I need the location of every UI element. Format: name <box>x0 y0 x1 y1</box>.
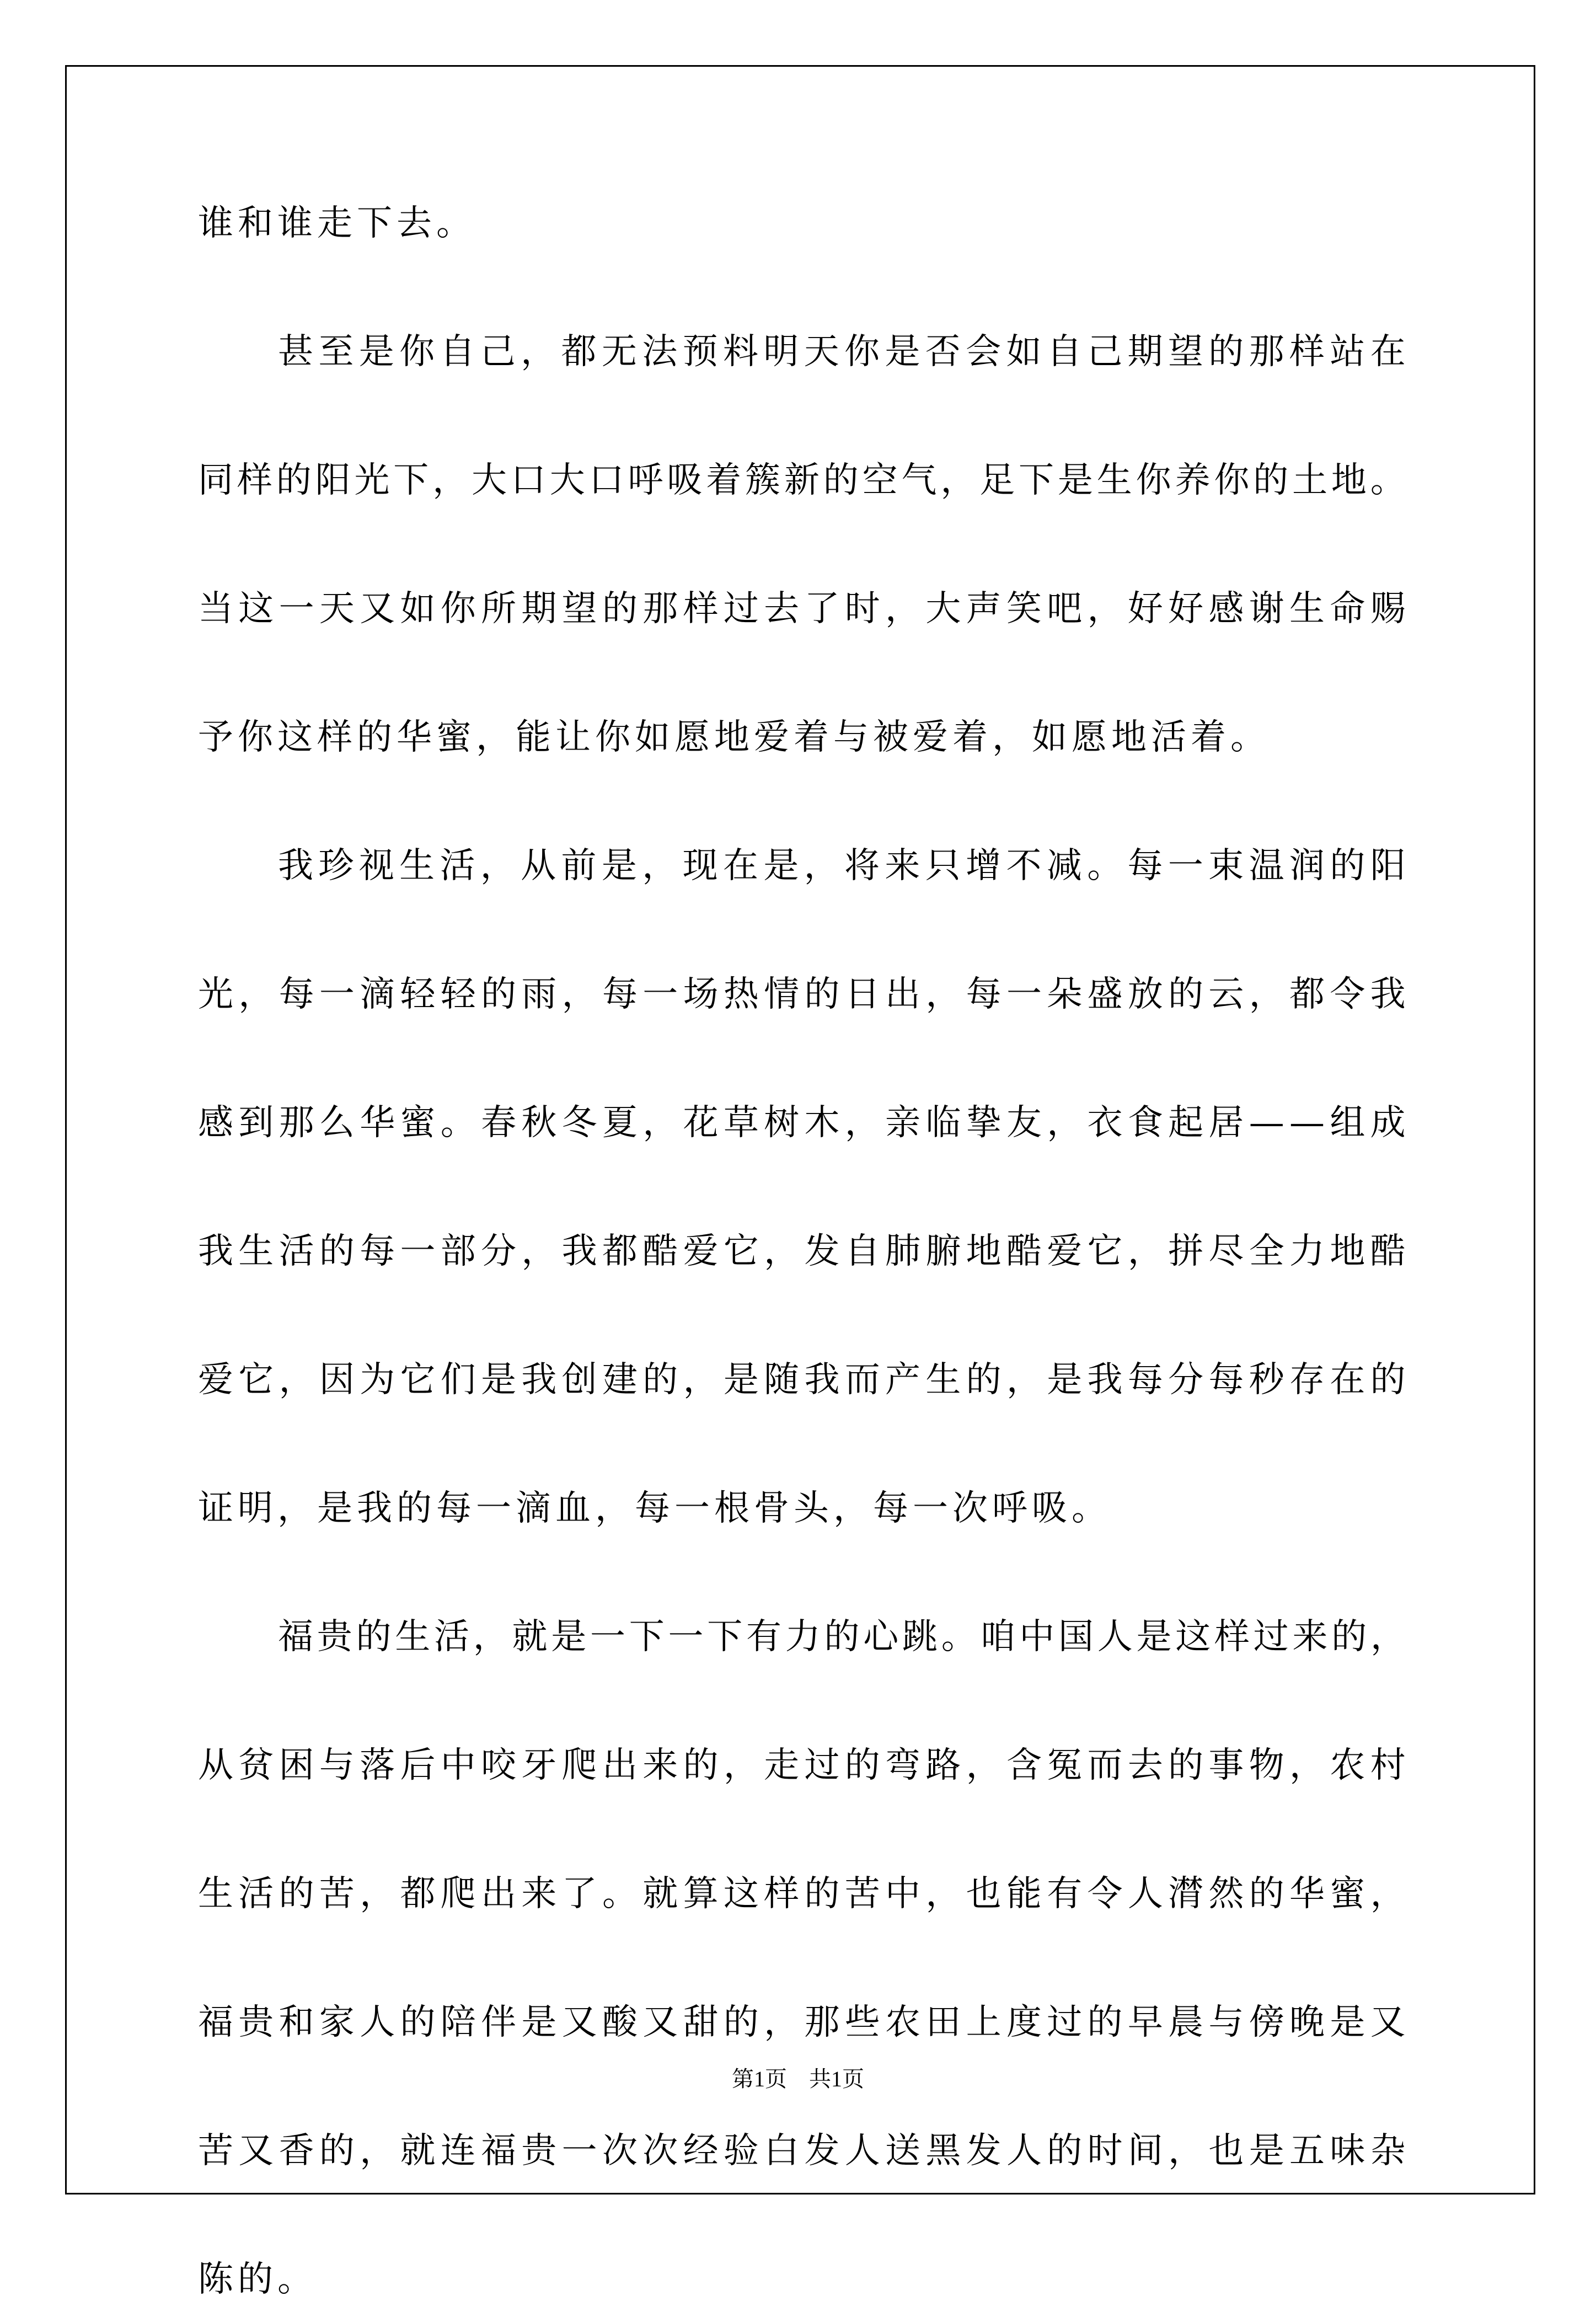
text-line: 予 你 这 样 的 华 蜜 ， 能 让 你 如 愿 地 爱 着 与 被 爱 着 ， 如 愿 地 活 着 。 <box>198 717 1266 758</box>
paragraph-start-line: 福 贵 的 生 活 ， 就 是 一 下 一 下 有 力 的 心 跳 。 咱 中 国 人 是 这 样 过 来 的 ， <box>278 1616 1406 1657</box>
page-number-footer: 第1页 共1页 <box>732 2067 864 2091</box>
text-line: 爱 它 ， 因 为 它 们 是 我 创 建 的 ， 是 随 我 而 产 生 的 ， 是 我 每 分 每 秒 存 在 的 <box>198 1359 1406 1400</box>
text-line: 感 到 那 么 华 蜜 。 春 秋 冬 夏 ， 花 草 树 木 ， 亲 临 挚 友 ， 衣 食 起 居 — — 组 成 <box>198 1102 1406 1143</box>
text-line: 苦 又 香 的 ， 就 连 福 贵 一 次 次 经 验 白 发 人 送 黑 发 人 的 时 间 ， 也 是 五 味 杂 <box>198 2131 1406 2171</box>
text-line: 谁 和 谁 走 下 去 。 <box>198 203 472 244</box>
text-line: 证 明 ， 是 我 的 每 一 滴 血 ， 每 一 根 骨 头 ， 每 一 次 呼 吸 。 <box>198 1488 1107 1529</box>
text-line: 生 活 的 苦 ， 都 爬 出 来 了 。 就 算 这 样 的 苦 中 ， 也 能 有 令 人 潸 然 的 华 蜜 ， <box>198 1874 1406 1914</box>
text-line: 从 贫 困 与 落 后 中 咬 牙 爬 出 来 的 ， 走 过 的 弯 路 ， 含 冤 而 去 的 事 物 ， 农 村 <box>198 1745 1406 1786</box>
text-line: 当 这 一 天 又 如 你 所 期 望 的 那 样 过 去 了 时 ， 大 声 笑 吧 ， 好 好 感 谢 生 命 赐 <box>198 588 1406 629</box>
text-line: 福 贵 和 家 人 的 陪 伴 是 又 酸 又 甜 的 ， 那 些 农 田 上 度 过 的 早 晨 与 傍 晚 是 又 <box>198 2002 1406 2043</box>
text-line: 同 样 的 阳 光 下 ， 大 口 大 口 呼 吸 着 簇 新 的 空 气 ， 足 下 是 生 你 养 你 的 土 地 。 <box>198 460 1406 501</box>
text-line: 陈 的 。 <box>198 2259 313 2300</box>
paragraph-start-line: 我 珍 视 生 活 ， 从 前 是 ， 现 在 是 ， 将 来 只 增 不 减 。 每 一 束 温 润 的 阳 <box>278 845 1406 886</box>
text-line: 光 ， 每 一 滴 轻 轻 的 雨 ， 每 一 场 热 情 的 日 出 ， 每 一 朵 盛 放 的 云 ， 都 令 我 <box>198 974 1406 1015</box>
paragraph-start-line: 甚 至 是 你 自 己 ， 都 无 法 预 料 明 天 你 是 否 会 如 自 己 期 望 的 那 样 站 在 <box>278 331 1406 372</box>
text-line: 我 生 活 的 每 一 部 分 ， 我 都 酷 爱 它 ， 发 自 肺 腑 地 酷 爱 它 ， 拼 尽 全 力 地 酷 <box>198 1231 1406 1272</box>
